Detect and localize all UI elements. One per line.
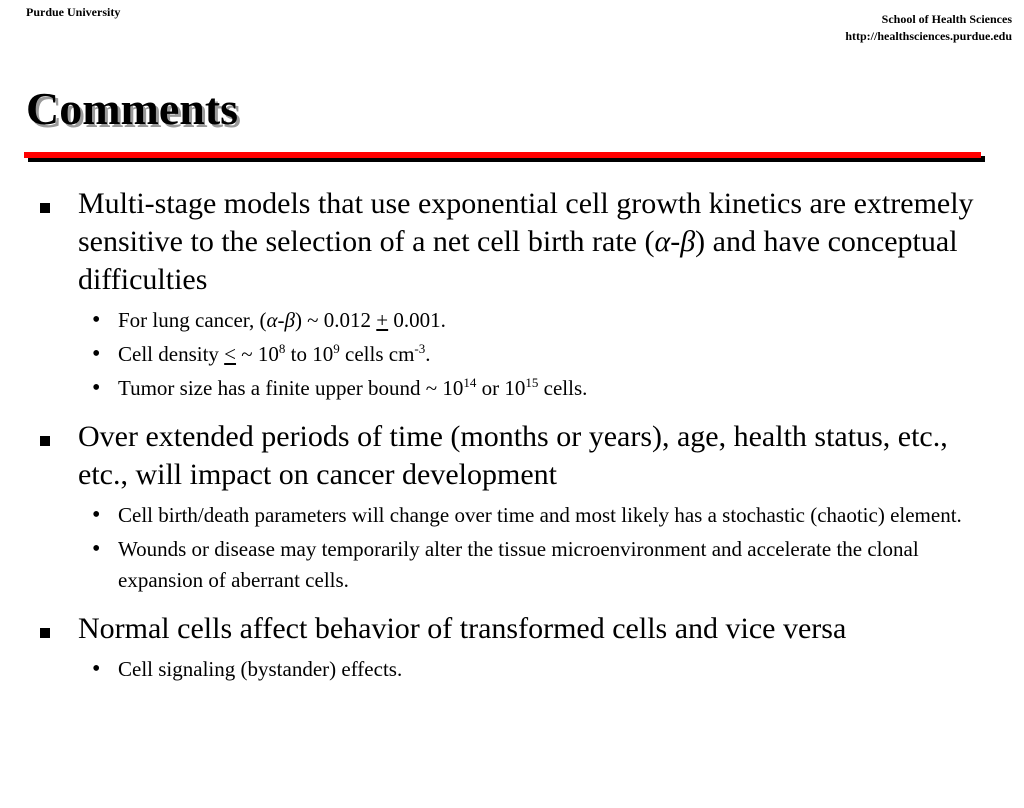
- dot-bullet-icon: •: [92, 536, 101, 562]
- dot-bullet-icon: •: [92, 656, 101, 682]
- bullet-item: Multi-stage models that use exponential cell growth kinetics are extremely sensitive to the selection of a net cell birth rate (α-β) and have conceptual difficulties: [0, 185, 984, 299]
- less-equal-symbol: <: [224, 342, 237, 366]
- beta-symbol: β: [284, 308, 295, 332]
- dot-bullet-icon: •: [92, 341, 101, 367]
- institution-name: Purdue University: [26, 5, 121, 19]
- title-underline: [24, 152, 981, 158]
- square-bullet-icon: [40, 203, 50, 213]
- beta-symbol: β: [680, 225, 696, 258]
- sub-bullet-item: • Wounds or disease may temporarily alter the tissue microenvironment and accelerate the clonal expansion of aberrant cells.: [92, 536, 919, 592]
- sub-bullet-item: • Cell birth/death parameters will change over time and most likely has a stochastic (chaotic) element.: [0, 500, 984, 531]
- sub-bullet-item: • Tumor size has a finite upper bound ~ $10^{14}$ or $10^{15}$ cells.: [0, 373, 984, 404]
- sub-bullet-item: • Cell density < ~ $10^8$ to $10^9$ cells $cm^{-3}$.: [0, 339, 984, 370]
- plus-minus-symbol: +: [376, 308, 389, 332]
- dot-bullet-icon: •: [92, 375, 101, 401]
- alpha-symbol: α: [654, 225, 671, 258]
- slide-content: [0, 185, 1024, 685]
- bullet-item: Normal cells affect behavior of transformed cells and vice versa: [0, 610, 984, 648]
- dot-bullet-icon: •: [92, 307, 101, 333]
- header-right: [845, 11, 1012, 45]
- school-url: http://healthsciences.purdue.edu: [845, 29, 1012, 43]
- alpha-symbol: α: [266, 308, 278, 332]
- slide-title: Comments: [26, 83, 239, 134]
- bullet-item: Over extended periods of time (months or years), age, health status, etc., etc., will impact on cancer development: [0, 418, 984, 494]
- square-bullet-icon: [40, 628, 50, 638]
- square-bullet-icon: [40, 436, 50, 446]
- sub-bullet-item: • For lung cancer, (α-β) ~ 0.012 + 0.001.: [0, 305, 984, 336]
- dot-bullet-icon: •: [92, 502, 101, 528]
- school-name: School of Health Sciences: [881, 12, 1012, 26]
- sub-bullet-item: • Cell signaling (bystander) effects.: [0, 654, 984, 685]
